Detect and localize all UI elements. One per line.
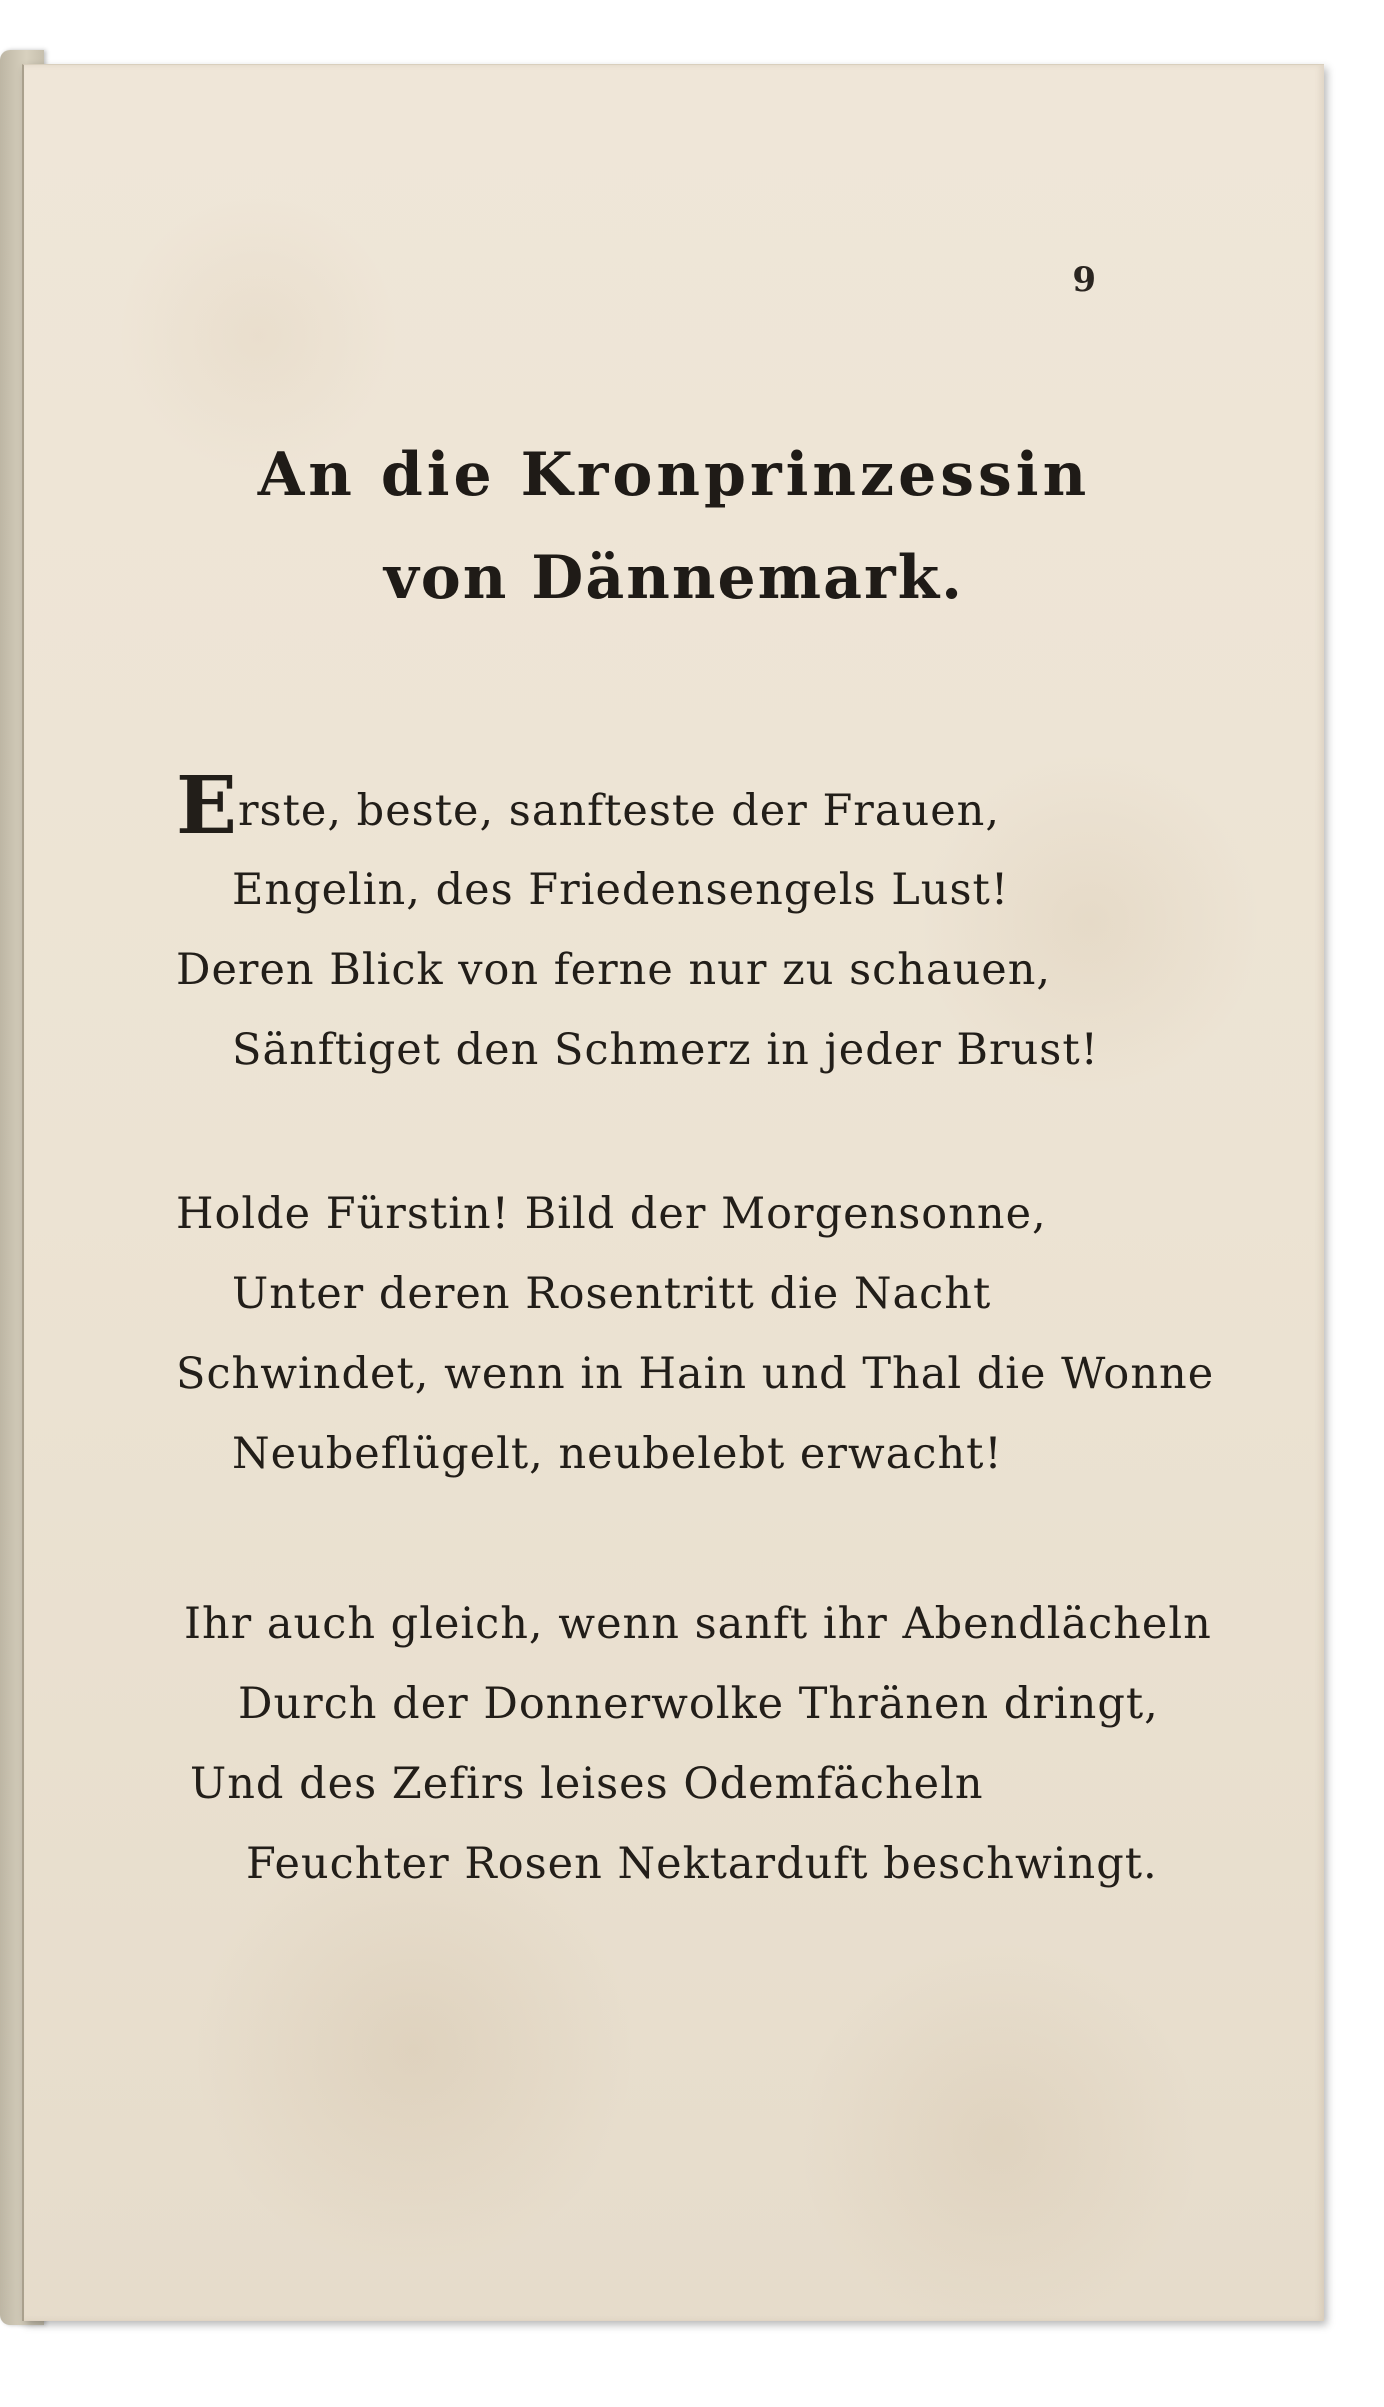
poem-line-6: Unter deren Rosentritt die Nacht: [232, 1269, 992, 1319]
poem-line-11: Und des Zefirs leises Odemfächeln: [190, 1759, 984, 1809]
poem-line-3: Deren Blick von ferne nur zu schauen,: [176, 945, 1052, 995]
poem-line-12: Feuchter Rosen Nektarduft beschwingt.: [246, 1839, 1158, 1889]
drop-cap: E: [176, 758, 238, 852]
poem-line-10: Durch der Donnerwolke Thränen dringt,: [238, 1679, 1159, 1729]
poem-line-2: Engelin, des Friedensengels Lust!: [232, 865, 1010, 915]
poem-title-line-2: von Dännemark.: [383, 543, 965, 613]
book-page: [22, 64, 1324, 2321]
poem-line-4: Sänftiget den Schmerz in jeder Brust!: [232, 1025, 1099, 1075]
poem-line-1: Erste, beste, sanfteste der Frauen,: [176, 758, 1001, 852]
page-number: 9: [1072, 260, 1096, 300]
poem-line-5: Holde Fürstin! Bild der Morgensonne,: [176, 1189, 1047, 1239]
poem-line-7: Schwindet, wenn in Hain und Thal die Wonne: [176, 1349, 1215, 1399]
poem-title-line-1: An die Kronprinzessin: [257, 440, 1091, 510]
poem-line-9: Ihr auch gleich, wenn sanft ihr Abendlächeln: [184, 1599, 1212, 1649]
poem-line-8: Neubeflügelt, neubelebt erwacht!: [232, 1429, 1003, 1479]
